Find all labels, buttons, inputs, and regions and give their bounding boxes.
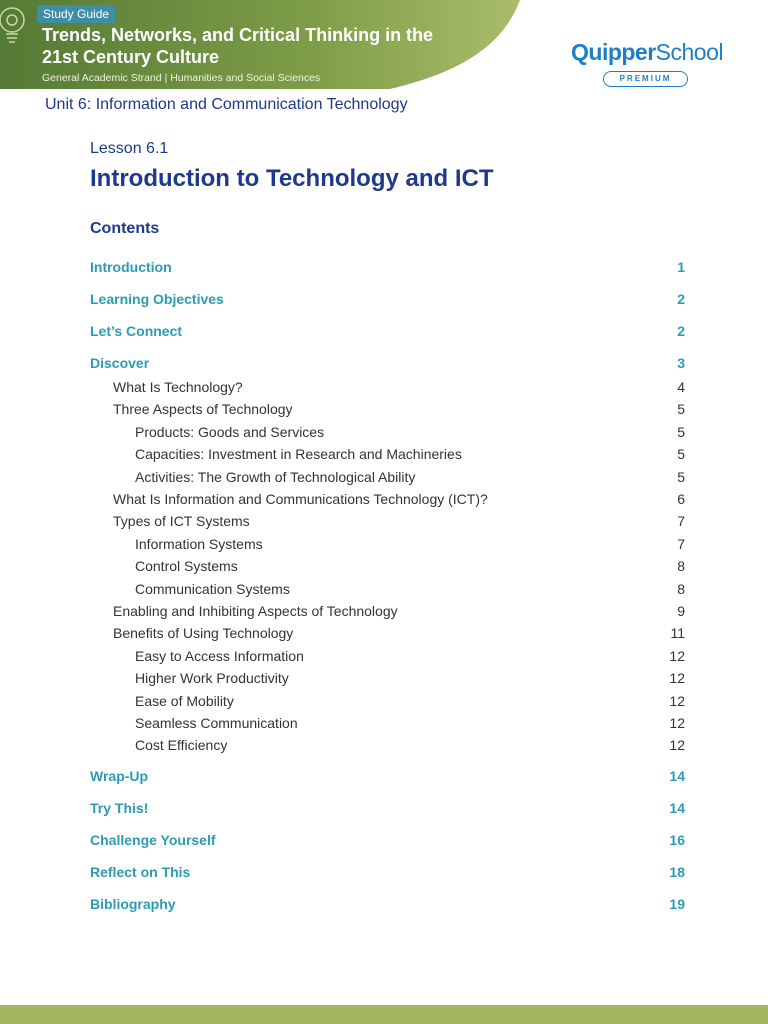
toc-entry[interactable] bbox=[90, 399, 685, 419]
toc-entry-page: 8 bbox=[677, 558, 685, 575]
toc-entry[interactable] bbox=[90, 798, 685, 818]
toc-entry-page: 11 bbox=[670, 625, 685, 642]
toc-entry-label: Easy to Access Information bbox=[135, 647, 304, 664]
lesson-number: Lesson 6.1 bbox=[90, 140, 169, 157]
toc-entry[interactable] bbox=[90, 691, 685, 711]
toc-entry-label: Learning Objectives bbox=[90, 291, 224, 307]
toc-entry-page: 7 bbox=[677, 535, 685, 552]
toc-entry-label: Information Systems bbox=[135, 535, 263, 552]
toc-entry-page: 2 bbox=[677, 323, 685, 339]
toc-entry-page: 12 bbox=[669, 670, 685, 687]
toc-entry[interactable] bbox=[90, 713, 685, 733]
toc-entry-label: Benefits of Using Technology bbox=[113, 625, 294, 642]
toc-entry-page: 2 bbox=[677, 291, 685, 307]
lightbulb-gear-icon bbox=[0, 0, 30, 50]
toc-entry-label: Seamless Communication bbox=[135, 715, 298, 731]
toc-entry-label: Discover bbox=[90, 355, 150, 371]
toc-entry-label: Activities: The Growth of Technological Ability bbox=[135, 468, 416, 485]
toc-entry-label: Wrap-Up bbox=[90, 768, 149, 785]
toc-entry[interactable] bbox=[90, 646, 685, 666]
unit-title: Unit 6: Information and Communication Technology bbox=[45, 96, 408, 113]
toc-entry-label: Enabling and Inhibiting Aspects of Technology bbox=[113, 603, 398, 619]
study-guide-tag: Study Guide bbox=[37, 5, 115, 23]
logo-bold-text: Quipper bbox=[571, 39, 656, 65]
toc-entry[interactable] bbox=[90, 321, 685, 341]
toc-entry-page: 16 bbox=[669, 832, 685, 849]
toc-entry-label: What Is Technology? bbox=[113, 379, 243, 395]
toc-entry[interactable] bbox=[90, 467, 685, 487]
toc-entry-page: 3 bbox=[677, 355, 685, 371]
footer-bar bbox=[0, 1005, 768, 1024]
toc-entry-label: Challenge Yourself bbox=[90, 832, 216, 849]
toc-entry-label: Cost Efficiency bbox=[135, 737, 228, 754]
toc-entry[interactable] bbox=[90, 489, 685, 509]
toc-entry[interactable] bbox=[90, 556, 685, 576]
toc-entry-page: 18 bbox=[669, 864, 685, 881]
toc-entry[interactable] bbox=[90, 511, 685, 531]
toc-entry-label: Reflect on This bbox=[90, 864, 191, 881]
quipper-school-logo bbox=[571, 38, 731, 90]
toc-entry[interactable] bbox=[90, 668, 685, 688]
toc-entry-page: 14 bbox=[669, 800, 685, 817]
toc-entry[interactable] bbox=[90, 766, 685, 786]
toc-entry-label: Control Systems bbox=[135, 558, 238, 575]
toc-entry[interactable] bbox=[90, 353, 685, 373]
toc-entry-label: Three Aspects of Technology bbox=[113, 401, 293, 418]
toc-entry-page: 6 bbox=[677, 491, 685, 507]
toc-entry-label: Ease of Mobility bbox=[135, 692, 234, 709]
contents-heading: Contents bbox=[90, 220, 160, 237]
toc-entry[interactable] bbox=[90, 289, 685, 309]
toc-entry[interactable] bbox=[90, 830, 685, 850]
toc-entry-page: 5 bbox=[677, 446, 685, 463]
toc-entry[interactable] bbox=[90, 735, 685, 755]
header-banner bbox=[0, 0, 520, 89]
toc-entry-page: 12 bbox=[669, 737, 685, 754]
toc-entry[interactable] bbox=[90, 444, 685, 464]
toc-entry-page: 7 bbox=[677, 513, 685, 530]
toc-entry[interactable] bbox=[90, 422, 685, 442]
toc-entry-page: 19 bbox=[669, 896, 685, 913]
toc-entry-label: Higher Work Productivity bbox=[135, 670, 289, 687]
toc-entry-page: 12 bbox=[669, 647, 685, 664]
toc-entry-page: 9 bbox=[677, 603, 685, 619]
toc-entry[interactable] bbox=[90, 377, 685, 397]
toc-entry-label: What Is Information and Communications Technology (ICT)? bbox=[113, 491, 488, 507]
toc-entry[interactable] bbox=[90, 601, 685, 621]
toc-entry[interactable] bbox=[90, 862, 685, 882]
toc-entry[interactable] bbox=[90, 623, 685, 643]
toc-entry[interactable] bbox=[90, 579, 685, 599]
toc-entry[interactable] bbox=[90, 894, 685, 914]
toc-entry-page: 8 bbox=[677, 580, 685, 597]
toc-entry-label: Introduction bbox=[90, 259, 172, 275]
toc-entry-page: 5 bbox=[677, 423, 685, 440]
subject-title: Trends, Networks, and Critical Thinking in the 21st Century Culture bbox=[42, 25, 434, 67]
logo-premium-badge: PREMIUM bbox=[603, 71, 688, 87]
toc-entry[interactable] bbox=[90, 534, 685, 554]
strand-subtitle: General Academic Strand | Humanities and Social Sciences bbox=[42, 72, 321, 84]
toc-entry-page: 5 bbox=[677, 401, 685, 418]
lesson-title: Introduction to Technology and ICT bbox=[90, 165, 494, 192]
toc-entry-page: 12 bbox=[669, 692, 685, 709]
toc-entry-page: 14 bbox=[669, 768, 685, 785]
toc-entry-label: Products: Goods and Services bbox=[135, 423, 325, 440]
toc-entry-page: 5 bbox=[677, 468, 685, 485]
toc-entry[interactable] bbox=[90, 257, 685, 277]
toc-entry-label: Bibliography bbox=[90, 896, 176, 913]
toc-entry-label: Try This! bbox=[90, 800, 149, 817]
toc-entry-label: Let’s Connect bbox=[90, 323, 183, 339]
toc-entry-label: Communication Systems bbox=[135, 580, 290, 597]
toc-entry-page: 1 bbox=[677, 259, 685, 275]
toc-entry-page: 12 bbox=[669, 715, 685, 731]
logo-light-text: School bbox=[655, 39, 723, 65]
toc-entry-label: Types of ICT Systems bbox=[113, 513, 250, 530]
toc-entry-page: 4 bbox=[677, 379, 685, 395]
toc-entry-label: Capacities: Investment in Research and Machineries bbox=[135, 446, 462, 463]
